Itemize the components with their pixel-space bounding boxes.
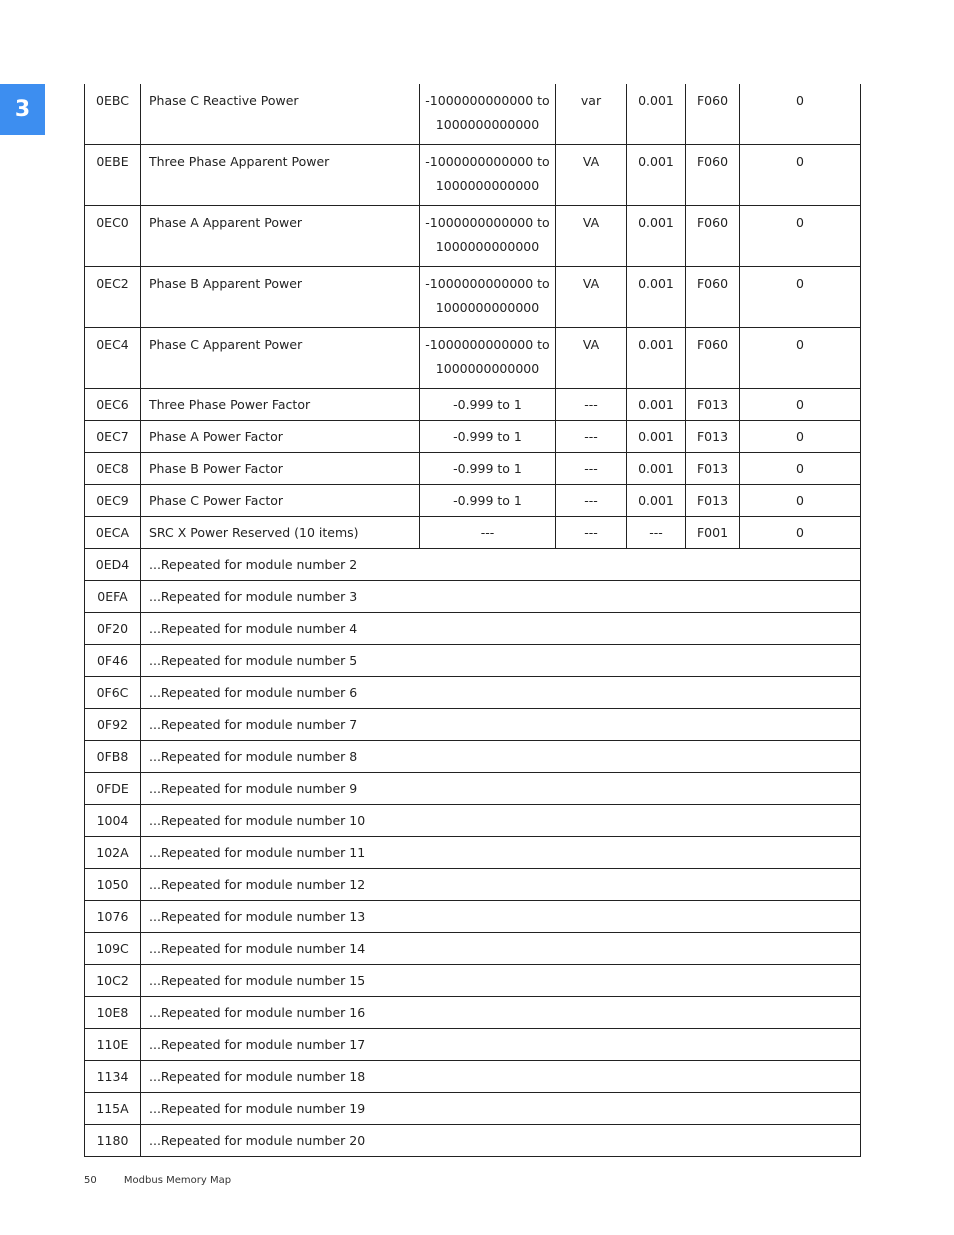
table-row — [85, 805, 861, 837]
range-line: -1000000000000 to — [425, 337, 550, 352]
table-row — [85, 485, 861, 517]
units-cell: --- — [556, 421, 627, 453]
range-line: -1000000000000 to — [425, 154, 550, 169]
table-row — [85, 965, 861, 997]
units-cell: var — [556, 84, 627, 145]
description-cell: ...Repeated for module number 15 — [141, 965, 861, 997]
table-row — [85, 901, 861, 933]
range-cell — [420, 328, 556, 389]
format-cell: F001 — [686, 517, 740, 549]
table-row — [85, 84, 861, 145]
address-cell: 0EC2 — [85, 267, 141, 328]
description-cell: Phase A Power Factor — [141, 421, 420, 453]
range-cell — [420, 453, 556, 485]
description-cell: ...Repeated for module number 4 — [141, 613, 861, 645]
table-row — [85, 421, 861, 453]
table-row — [85, 709, 861, 741]
footer-title: Modbus Memory Map — [123, 1175, 232, 1186]
description-cell: ...Repeated for module number 7 — [141, 709, 861, 741]
table-row — [85, 997, 861, 1029]
table-row — [85, 1125, 861, 1157]
step-cell: 0.001 — [627, 485, 686, 517]
range-cell — [420, 206, 556, 267]
description-cell: ...Repeated for module number 2 — [141, 549, 861, 581]
step-cell: 0.001 — [627, 328, 686, 389]
table-row — [85, 837, 861, 869]
description-cell: ...Repeated for module number 19 — [141, 1093, 861, 1125]
address-cell: 0EC0 — [85, 206, 141, 267]
address-cell: 0FDE — [85, 773, 141, 805]
address-cell: 0EBC — [85, 84, 141, 145]
description-cell: SRC X Power Reserved (10 items) — [141, 517, 420, 549]
address-cell: 0F92 — [85, 709, 141, 741]
description-cell: ...Repeated for module number 8 — [141, 741, 861, 773]
address-cell: 102A — [85, 837, 141, 869]
table-row — [85, 328, 861, 389]
table-row — [85, 1061, 861, 1093]
table-row — [85, 1093, 861, 1125]
range-line: --- — [480, 525, 495, 540]
description-cell: ...Repeated for module number 16 — [141, 997, 861, 1029]
units-cell: VA — [556, 145, 627, 206]
address-cell: 0EBE — [85, 145, 141, 206]
address-cell: 1134 — [85, 1061, 141, 1093]
default-cell: 0 — [740, 328, 861, 389]
address-cell: 0F20 — [85, 613, 141, 645]
step-cell: 0.001 — [627, 84, 686, 145]
range-cell — [420, 145, 556, 206]
format-cell: F060 — [686, 206, 740, 267]
description-cell: ...Repeated for module number 9 — [141, 773, 861, 805]
table-row — [85, 933, 861, 965]
step-cell: 0.001 — [627, 145, 686, 206]
range-line: 1000000000000 — [435, 178, 540, 193]
table-row — [85, 145, 861, 206]
address-cell: 0EFA — [85, 581, 141, 613]
default-cell: 0 — [740, 206, 861, 267]
page-footer — [84, 1175, 231, 1186]
range-line: 1000000000000 — [435, 117, 540, 132]
description-cell: Three Phase Apparent Power — [141, 145, 420, 206]
table-row — [85, 869, 861, 901]
range-line: 1000000000000 — [435, 300, 540, 315]
description-cell: ...Repeated for module number 5 — [141, 645, 861, 677]
table-row — [85, 581, 861, 613]
range-line: -0.999 to 1 — [453, 461, 522, 476]
range-line: -1000000000000 to — [425, 93, 550, 108]
units-cell: --- — [556, 453, 627, 485]
range-line: -1000000000000 to — [425, 276, 550, 291]
table-row — [85, 613, 861, 645]
table-row — [85, 741, 861, 773]
format-cell: F013 — [686, 389, 740, 421]
default-cell: 0 — [740, 389, 861, 421]
table-row — [85, 206, 861, 267]
chapter-tab: 3 — [0, 84, 45, 135]
default-cell: 0 — [740, 267, 861, 328]
address-cell: 1050 — [85, 869, 141, 901]
table-row — [85, 677, 861, 709]
description-cell: ...Repeated for module number 14 — [141, 933, 861, 965]
address-cell: 0EC6 — [85, 389, 141, 421]
step-cell: 0.001 — [627, 267, 686, 328]
description-cell: ...Repeated for module number 13 — [141, 901, 861, 933]
range-line: -0.999 to 1 — [453, 397, 522, 412]
description-cell: Phase C Reactive Power — [141, 84, 420, 145]
address-cell: 0EC8 — [85, 453, 141, 485]
step-cell: 0.001 — [627, 421, 686, 453]
table-row — [85, 549, 861, 581]
step-cell: --- — [627, 517, 686, 549]
table-row — [85, 453, 861, 485]
address-cell: 0EC7 — [85, 421, 141, 453]
range-line: -0.999 to 1 — [453, 493, 522, 508]
default-cell: 0 — [740, 485, 861, 517]
description-cell: ...Repeated for module number 20 — [141, 1125, 861, 1157]
format-cell: F060 — [686, 145, 740, 206]
step-cell: 0.001 — [627, 453, 686, 485]
units-cell: --- — [556, 517, 627, 549]
table-row — [85, 645, 861, 677]
units-cell: --- — [556, 389, 627, 421]
units-cell: VA — [556, 267, 627, 328]
table-row — [85, 267, 861, 328]
range-line: 1000000000000 — [435, 361, 540, 376]
address-cell: 1004 — [85, 805, 141, 837]
address-cell: 10C2 — [85, 965, 141, 997]
format-cell: F013 — [686, 485, 740, 517]
address-cell: 1180 — [85, 1125, 141, 1157]
description-cell: Phase C Power Factor — [141, 485, 420, 517]
address-cell: 1076 — [85, 901, 141, 933]
range-cell — [420, 517, 556, 549]
format-cell: F013 — [686, 421, 740, 453]
description-cell: ...Repeated for module number 10 — [141, 805, 861, 837]
description-cell: ...Repeated for module number 17 — [141, 1029, 861, 1061]
address-cell: 0F46 — [85, 645, 141, 677]
default-cell: 0 — [740, 517, 861, 549]
step-cell: 0.001 — [627, 206, 686, 267]
units-cell: --- — [556, 485, 627, 517]
default-cell: 0 — [740, 421, 861, 453]
default-cell: 0 — [740, 145, 861, 206]
description-cell: Phase B Power Factor — [141, 453, 420, 485]
range-cell — [420, 267, 556, 328]
address-cell: 10E8 — [85, 997, 141, 1029]
address-cell: 115A — [85, 1093, 141, 1125]
address-cell: 0FB8 — [85, 741, 141, 773]
table-row — [85, 773, 861, 805]
address-cell: 0F6C — [85, 677, 141, 709]
table-row — [85, 1029, 861, 1061]
range-cell — [420, 421, 556, 453]
units-cell: VA — [556, 328, 627, 389]
address-cell: 110E — [85, 1029, 141, 1061]
address-cell: 0ECA — [85, 517, 141, 549]
address-cell: 0ED4 — [85, 549, 141, 581]
range-line: -0.999 to 1 — [453, 429, 522, 444]
page-number: 50 — [84, 1175, 97, 1186]
table-row — [85, 389, 861, 421]
format-cell: F060 — [686, 267, 740, 328]
format-cell: F013 — [686, 453, 740, 485]
table-row — [85, 517, 861, 549]
address-cell: 0EC4 — [85, 328, 141, 389]
description-cell: Phase A Apparent Power — [141, 206, 420, 267]
memory-map-table — [84, 84, 861, 1157]
default-cell: 0 — [740, 84, 861, 145]
description-cell: Phase B Apparent Power — [141, 267, 420, 328]
range-cell — [420, 389, 556, 421]
format-cell: F060 — [686, 328, 740, 389]
description-cell: Three Phase Power Factor — [141, 389, 420, 421]
range-cell — [420, 485, 556, 517]
description-cell: ...Repeated for module number 18 — [141, 1061, 861, 1093]
address-cell: 0EC9 — [85, 485, 141, 517]
range-line: -1000000000000 to — [425, 215, 550, 230]
description-cell: ...Repeated for module number 11 — [141, 837, 861, 869]
step-cell: 0.001 — [627, 389, 686, 421]
range-cell — [420, 84, 556, 145]
description-cell: ...Repeated for module number 3 — [141, 581, 861, 613]
address-cell: 109C — [85, 933, 141, 965]
description-cell: ...Repeated for module number 12 — [141, 869, 861, 901]
range-line: 1000000000000 — [435, 239, 540, 254]
default-cell: 0 — [740, 453, 861, 485]
description-cell: ...Repeated for module number 6 — [141, 677, 861, 709]
description-cell: Phase C Apparent Power — [141, 328, 420, 389]
units-cell: VA — [556, 206, 627, 267]
format-cell: F060 — [686, 84, 740, 145]
